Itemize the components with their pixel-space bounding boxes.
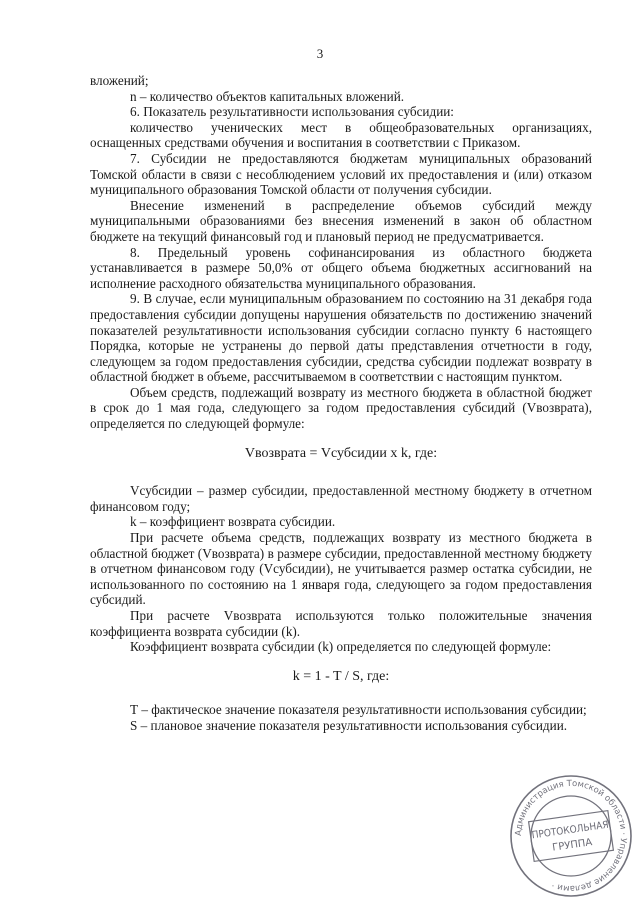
paragraph-t-definition: Т – фактическое значение показателя результативности использования субсидии; [130, 702, 587, 718]
paragraph-k-definition: k – коэффициент возврата субсидии. [130, 514, 336, 530]
paragraph-vsubsidy-definition: Vсубсидии – размер субсидии, предоставленной местному бюджету в отчетном финансовом году; [90, 483, 592, 514]
paragraph-s-definition: S – плановое значение показателя результативности использования субсидии. [130, 717, 568, 733]
paragraph-positive-values: При расчете Vвозврата используются только положительные значения коэффициента возврата субсидии (k). [90, 608, 592, 639]
stamp-graphics [511, 776, 631, 896]
paragraph-student-places: количество ученических мест в общеобразовательных организациях, оснащенных средствами обучения и воспитания в соответствии с Приказом. [90, 119, 592, 151]
paragraph-item-6: 6. Показатель результативности использования субсидии: [130, 104, 454, 120]
stamp-center-group [531, 820, 611, 857]
formula-return-volume: Vвозврата = Vсубсидии x k, где: [244, 445, 438, 461]
page-number: 3 [316, 46, 324, 61]
paragraph-n-definition: n – количество объектов капитальных вложений. [130, 88, 405, 104]
stamp-ring-textpath: Администрация Томской области · Управление делами · [513, 778, 629, 894]
formula-coefficient: k = 1 - T / S, где: [292, 668, 390, 684]
paragraph-distribution-changes: Внесение изменений в распределение объемов субсидий между муниципальными образованиями без внесения изменений в закон об областном бюджете на текущий финансовый год и плановый период не предусматривается. [90, 197, 592, 244]
paragraph-coefficient-intro: Коэффициент возврата субсидии (k) определяется по следующей формуле: [130, 639, 552, 655]
paragraph-item-8: 8. Предельный уровень софинансирования из областного бюджета устанавливается в размере 50,0% от общего объема бюджетных ассигнований на исполнение расходного обязательства муниципального образования. [90, 244, 592, 291]
stamp-center-line1: ПРОТОКОЛЬНАЯ [531, 819, 610, 842]
document-body [90, 73, 592, 734]
paragraph-calculation-note: При расчете объема средств, подлежащих возврату из местного бюджета в областной бюджет (Vвозврата) в размере субсидии, предоставленной местному бюджету в отчетном финансовом году (Vсубсидии), не учитывается размер остатка субсидии, не использованного по состоянию на 1 января года, следующего за годом предоставления субсидий. [90, 530, 592, 608]
paragraph-investments-end: вложений; [90, 73, 149, 88]
paragraph-item-9: 9. В случае, если муниципальным образованием по состоянию на 31 декабря года предоставления субсидии допущены нарушения обязательств по достижению значений показателей результативности использования субсидии согласно пункту 6 настоящего Порядка, которые не устранены до первой даты представления отчетности в году, следующем за годом предоставления субсидии, средства субсидии подлежат возврату в областной бюджет в объеме, рассчитываемом в соответствии с настоящим пунктом. [90, 291, 592, 385]
paragraph-return-volume: Объем средств, подлежащий возврату из местного бюджета в областной бюджет в срок до 1 мая года, следующего за годом предоставления субсидий (Vвозврата), определяется по следующей формуле: [90, 384, 592, 432]
protocol-group-stamp [505, 772, 637, 900]
stamp-center-line2: ГРУППА [551, 837, 593, 854]
stamp-outer-ring [511, 776, 631, 896]
paragraph-item-7: 7. Субсидии не предоставляются бюджетам муниципальных образований Томской области в связи с несоблюдением условий их предоставления и (или) отказом муниципального образования Томской области от получения субсидии. [90, 150, 592, 198]
